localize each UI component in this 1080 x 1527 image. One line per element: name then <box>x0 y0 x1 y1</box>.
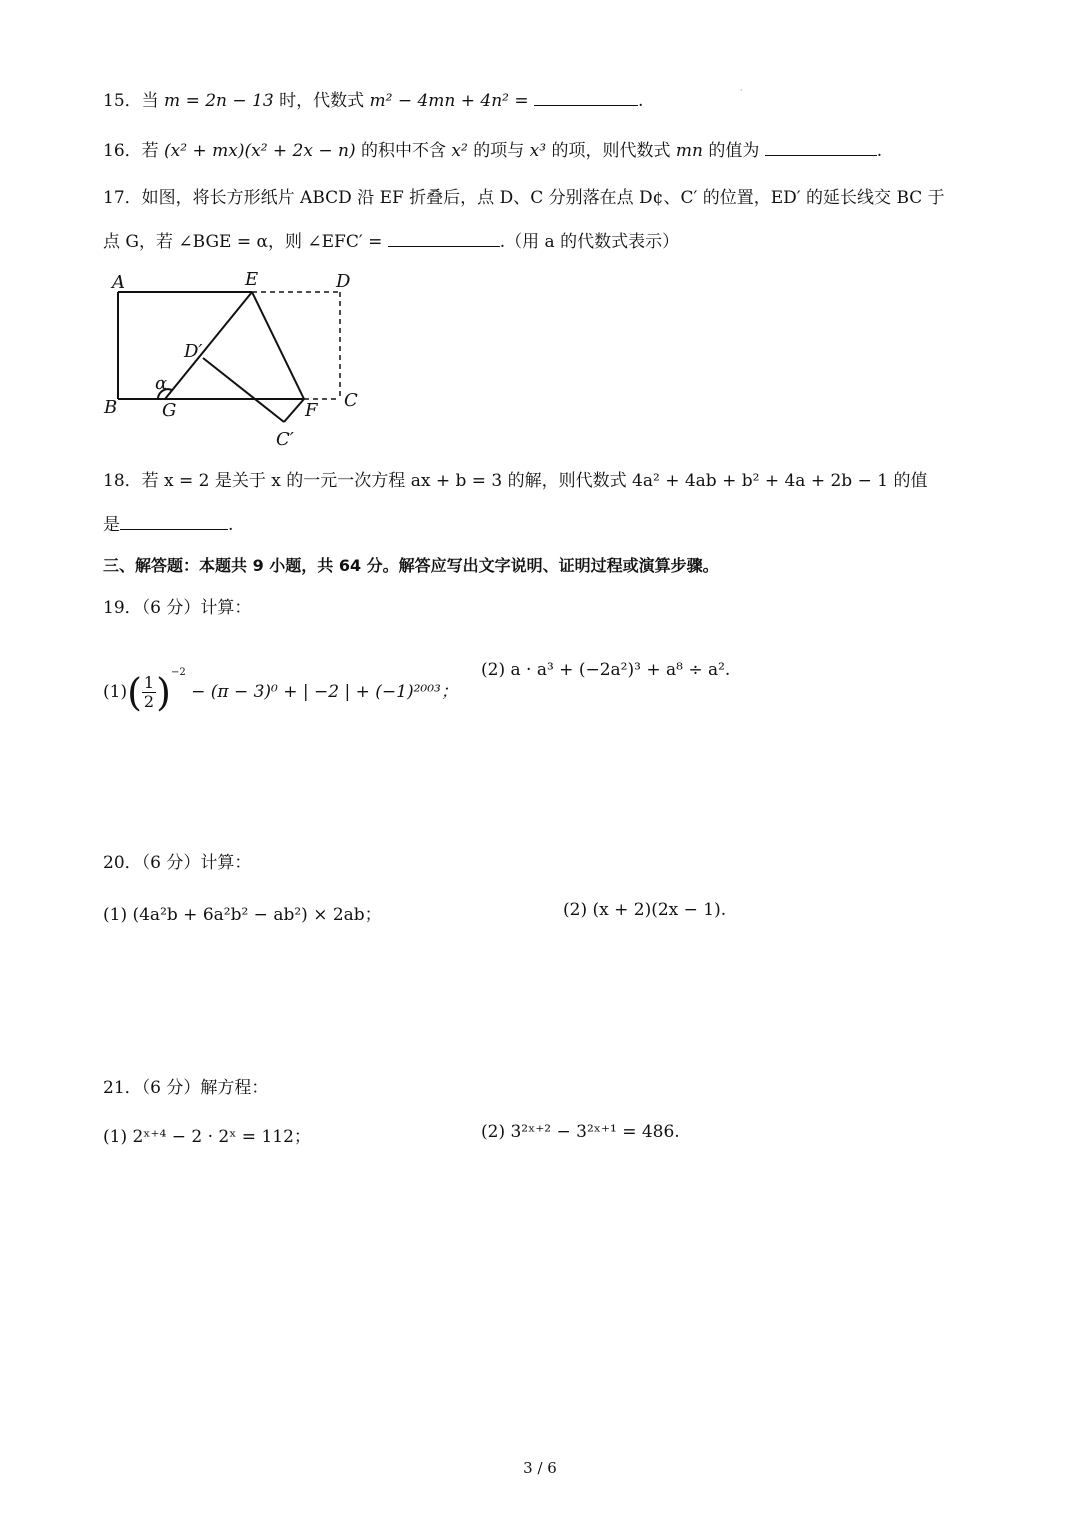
q21-part1: (1) 2ˣ⁺⁴ − 2 · 2ˣ = 112； <box>103 1127 311 1147</box>
rectangle-solid <box>118 292 304 399</box>
label-B: B <box>104 397 118 418</box>
q18-text-line2a: 是 <box>103 515 120 535</box>
question-18-line1 <box>103 469 927 493</box>
q18-number: 18． <box>103 471 142 491</box>
fold-figure <box>0 0 1080 460</box>
label-C-prime: C′ <box>276 429 294 450</box>
q21-part2: (2) 3²ˣ⁺² − 3²ˣ⁺¹ = 486. <box>481 1122 680 1142</box>
q15-number: 15． <box>103 91 142 111</box>
q21-header: 21．（6 分）解方程： <box>103 1078 269 1098</box>
q15-condition: m = 2n − 13 <box>164 91 274 111</box>
q19-p1-rest: − (π − 3)⁰ + | −2 | + (−1)²⁰⁰³； <box>191 682 458 702</box>
page-number: 3 / 6 <box>523 1459 557 1477</box>
q19-p1-denominator: 2 <box>143 692 155 711</box>
q15-expression: m² − 4mn + 4n² = <box>369 91 529 111</box>
q16-number: 16． <box>103 141 142 161</box>
label-D: D <box>336 271 351 292</box>
q19-part1 <box>103 648 458 718</box>
q19-p1-fraction <box>142 674 156 711</box>
q20-part1: (1) (4a²b + 6a²b² − ab²) × 2ab； <box>103 905 382 925</box>
q19-p1-paren-open: ( <box>127 670 142 715</box>
q17-number: 17． <box>103 188 142 208</box>
q16-term-3: mn <box>675 141 703 161</box>
q16-term-1: x² <box>451 141 468 161</box>
question-18-line2 <box>103 511 233 537</box>
scan-speck: · <box>740 86 743 95</box>
q16-term-2: x³ <box>529 141 547 161</box>
segment-C-prime-F <box>284 399 304 422</box>
q16-text-a: 若 <box>141 141 159 161</box>
label-F: F <box>305 400 318 421</box>
label-A: A <box>112 272 125 293</box>
label-E: E <box>245 269 259 290</box>
q16-end: . <box>876 141 883 161</box>
section-3-heading: 三、解答题：本题共 9 小题，共 64 分。解答应写出文字说明、证明过程或演算步骤。 <box>103 556 719 575</box>
q15-text-a: 当 <box>141 91 159 111</box>
label-alpha: α <box>155 373 168 394</box>
q15-text-b: 时，代数式 <box>279 91 365 111</box>
q16-text-b: 的积中不含 <box>361 141 447 161</box>
fold-lines <box>158 292 304 422</box>
q17-text-line2a: 点 G，若 ∠BGE = α，则 ∠EFC′ = <box>103 232 383 252</box>
q16-text-d: 的项，则代数式 <box>551 141 671 161</box>
q16-text-c: 的项与 <box>473 141 525 161</box>
q19-header: 19．（6 分）计算： <box>103 598 252 618</box>
q20-header: 20．（6 分）计算： <box>103 853 252 873</box>
q16-expression: (x² + mx)(x² + 2x − n) <box>164 141 356 161</box>
q18-text-line2b: . <box>228 515 234 535</box>
q19-p1-label: (1) <box>103 682 128 702</box>
crease-EF <box>252 292 304 399</box>
label-C: C <box>344 390 358 411</box>
label-G: G <box>162 400 177 421</box>
q18-text-line1: 若 x = 2 是关于 x 的一元一次方程 ax + b = 3 的解，则代数式 4a² + 4ab + b² + 4a + 2b − 1 的值 <box>141 471 928 491</box>
label-D-prime: D′ <box>184 341 203 362</box>
q19-p1-numerator: 1 <box>143 673 155 692</box>
q15-end: . <box>638 91 644 111</box>
q19-p1-paren-close: ) <box>156 670 171 715</box>
q17-text-line2b: .（用 a 的代数式表示） <box>499 232 680 252</box>
q19-part2: (2) a · a³ + (−2a²)³ + a⁸ ÷ a². <box>481 660 731 680</box>
segment-D-prime-C-prime <box>203 358 284 422</box>
q19-p1-exponent: −2 <box>170 667 186 678</box>
q16-text-e: 的值为 <box>708 141 760 161</box>
q20-part2: (2) (x + 2)(2x − 1). <box>563 900 727 920</box>
q17-text-line1: 如图，将长方形纸片 ABCD 沿 EF 折叠后，点 D、C 分别落在点 D¢、C′ 的位置，ED′ 的延长线交 BC 于 <box>141 188 945 208</box>
line-EG <box>165 292 252 399</box>
q18-answer-blank[interactable] <box>120 511 228 530</box>
